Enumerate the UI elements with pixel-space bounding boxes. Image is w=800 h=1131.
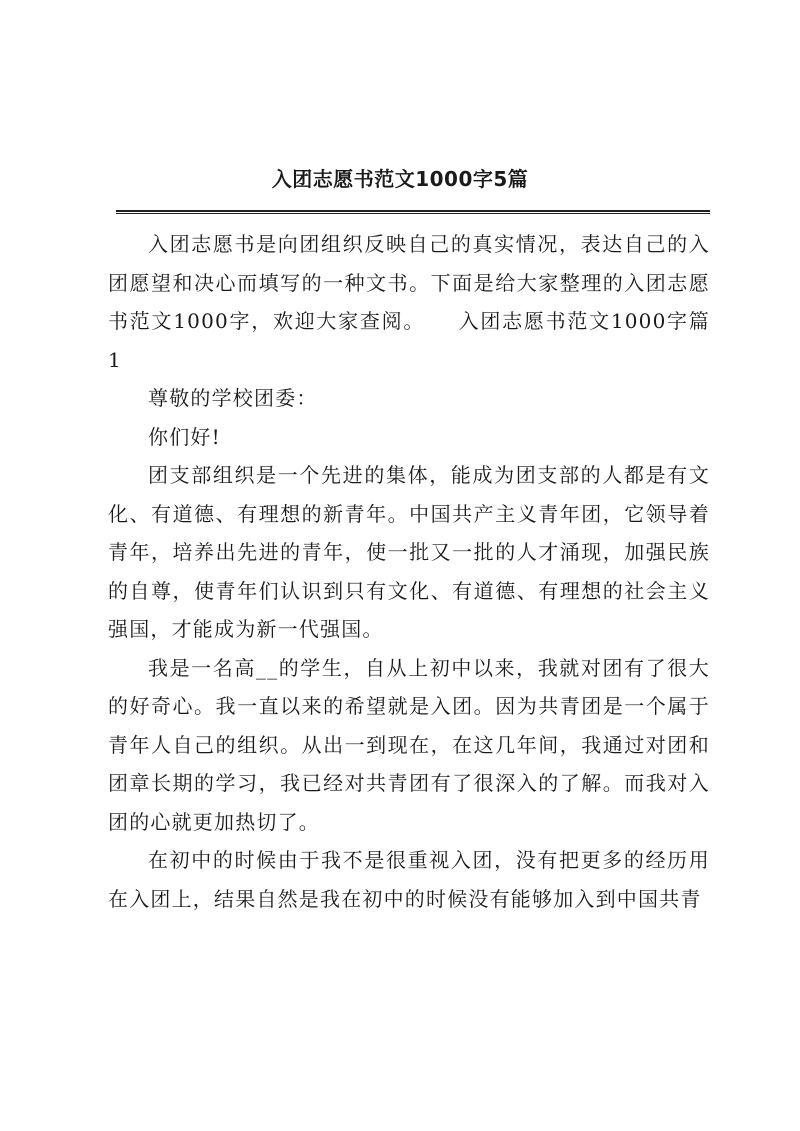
paragraph-body-3: 在初中的时候由于我不是很重视入团，没有把更多的经历用在入团上，结果自然是我在初中的时候没有能够加入到中国共青 (108, 848, 710, 911)
title-divider (116, 210, 710, 214)
document-body (108, 225, 710, 918)
paragraph-body-2: 我是一名高__的学生，自从上初中以来，我就对团有了很大的好奇心。我一直以来的希望就是入团。因为共青团是一个属于青年人自己的组织。从出一到现在，在这几年间，我通过对团和团章长期的学习，我已经对共青团有了很深入的了解。而我对入团的心就更加热切了。 (108, 655, 710, 834)
document-title: 入团志愿书范文1000字5篇 (271, 167, 529, 191)
paragraph-body-1: 团支部组织是一个先进的集体，能成为团支部的人都是有文化、有道德、有理想的新青年。中国共产主义青年团，它领导着青年，培养出先进的青年，使一批又一批的人才涌现，加强民族的自尊，使青年们认识到只有文化、有道德、有理想的社会主义强国，才能成为新一代强国。 (108, 463, 710, 641)
paragraph-salutation: 尊敬的学校团委： (148, 386, 318, 410)
paragraph-intro: 入团志愿书是向团组织反映自己的真实情况，表达自己的入团愿望和决心而填写的一种文书。下面是给大家整理的入团志愿书范文1000字，欢迎大家查阅。 入团志愿书范文1000字篇1 (108, 232, 710, 372)
title-divider-thin-line (116, 213, 710, 214)
paragraph-greeting: 你们好! (148, 424, 221, 449)
title-divider-thick-line (116, 210, 710, 212)
